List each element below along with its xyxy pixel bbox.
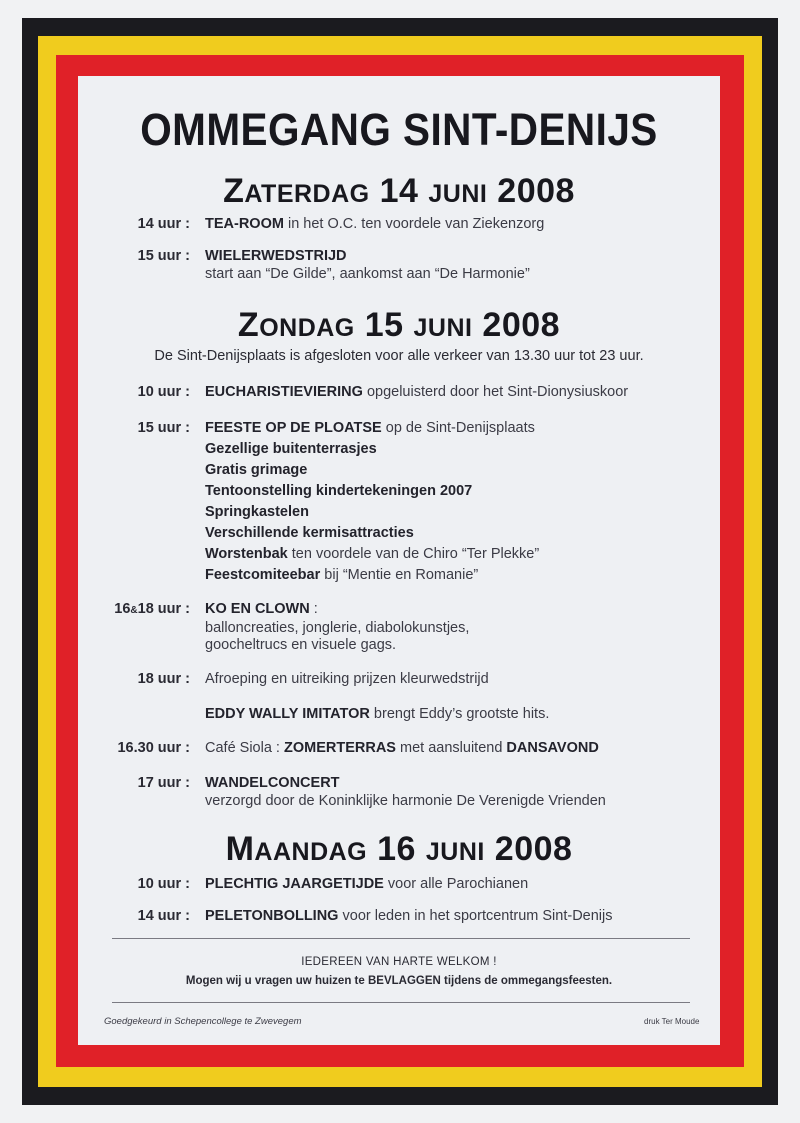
list-item: Gezellige buitenterrasjes bbox=[205, 441, 377, 457]
day-heading-saturday: ZATERDAG 14 JUNI 2008 bbox=[223, 172, 575, 210]
divider bbox=[112, 938, 690, 939]
welcome-text: IEDEREEN VAN HARTE WELKOM ! bbox=[301, 956, 497, 968]
poster-title: OMMEGANG SINT-DENIJS bbox=[140, 104, 658, 155]
list-item: Verschillende kermisattracties bbox=[205, 525, 414, 541]
event-subline: start aan “De Gilde”, aankomst aan “De Harmonie” bbox=[205, 266, 530, 282]
event-subline: goocheltrucs en visuele gags. bbox=[205, 637, 397, 653]
event-subline: verzorgd door de Koninklijke harmonie De Verenigde Vrienden bbox=[205, 793, 606, 809]
day-heading-sunday: ZONDAG 15 JUNI 2008 bbox=[237, 306, 561, 344]
poster-content: OMMEGANG SINT-DENIJS ZATERDAG 14 JUNI 2008 14 uur : TEA-ROOM in het O.C. ten voordele van Ziekenzorg 15 uur : WIELERWEDSTRIJD start aan “De Gilde”, aankomst aan “De Harmonie” ZONDAG 15 JUNI 2008 De Sint-Denijsplaats is afgesloten voor alle verkeer van 13.30 uur tot 23 uur. 10 uur : EUCHARISTIEVIERING opgeluisterd door het Sint-Dionysiuskoor 15 uur : FEESTE OP DE PLOATSE op de Sint-Denijsplaats Gezellige buitenterrasjes Gratis grimage Tentoonstelling kindertekeningen 2007 Springkastelen Verschillende kermisattracties Worstenbak ten voordele van de Chiro “Ter Plekke” Feestcomiteebar bij “Mentie en Romanie” 16&18 uur : KO EN CLOWN : balloncreaties, jonglerie, diabolokunstjes, goocheltrucs en visuele gags. 18 uur : Afroeping en uitreiking prijzen kleurwedstrijd EDDY WALLY IMITATOR brengt Eddy’s grootste hits. 16.30 uur : Café Siola : ZOMERTERRAS met aansluitend DANSAVOND 17 uur : WANDELCONCERT verzorgd door de Koninklijke harmonie De Verenigde Vrienden MAANDAG 16 JUNI 2008 10 uur : PLECHTIG JAARGETIJDE voor alle Parochianen 14 uur : PELETONBOLLING voor leden in het sportcentrum Sint-Denijs IEDEREEN VAN HARTE WELKOM ! Mogen wij u vragen uw huizen te BEVLAGGEN tijdens de ommegangsfeesten. Goedgekeurd in Schepencollege te Zwevegem druk Ter Moude bbox=[78, 76, 720, 1045]
approval-note: Goedgekeurd in Schepencollege te Zwevegem bbox=[104, 1016, 302, 1027]
list-item: Tentoonstelling kindertekeningen 2007 bbox=[205, 483, 473, 499]
list-item: Gratis grimage bbox=[205, 462, 308, 478]
printer-credit: druk Ter Moude bbox=[644, 1017, 700, 1026]
event-row: EDDY WALLY IMITATOR brengt Eddy’s grootste hits. bbox=[205, 706, 550, 722]
traffic-notice: De Sint-Denijsplaats is afgesloten voor alle verkeer van 13.30 uur tot 23 uur. bbox=[154, 348, 644, 364]
divider bbox=[112, 1002, 690, 1003]
flag-request: Mogen wij u vragen uw huizen te BEVLAGGEN tijdens de ommegangsfeesten. bbox=[185, 975, 613, 987]
event-subline: balloncreaties, jonglerie, diabolokunstjes, bbox=[205, 620, 470, 636]
list-item: Worstenbak ten voordele van de Chiro “Ter Plekke” bbox=[205, 546, 540, 562]
list-item: Springkastelen bbox=[205, 504, 309, 520]
list-item: Feestcomiteebar bij “Mentie en Romanie” bbox=[205, 567, 479, 583]
day-heading-monday: MAANDAG 16 JUNI 2008 bbox=[225, 830, 573, 868]
